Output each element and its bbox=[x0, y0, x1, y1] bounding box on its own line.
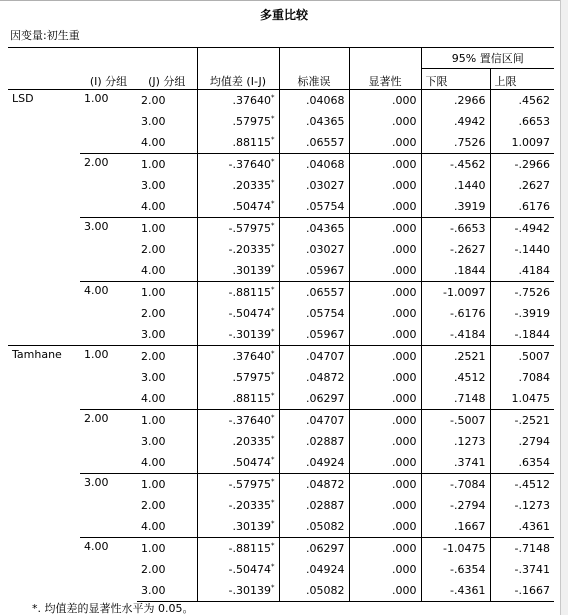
dependent-variable-label: 因变量:初生重 bbox=[10, 29, 80, 42]
significance-star: * bbox=[271, 562, 275, 571]
sig-cell: .000 bbox=[349, 346, 421, 368]
upper-header: 上限 bbox=[490, 69, 554, 90]
significance-star: * bbox=[271, 157, 275, 166]
mean-diff-cell bbox=[197, 132, 279, 154]
mean-diff-cell bbox=[197, 111, 279, 132]
j-group-label: 2.00 bbox=[141, 499, 166, 512]
ci-lower-cell: -.6176 bbox=[421, 303, 490, 324]
method-label: LSD bbox=[8, 90, 80, 346]
significance-star: * bbox=[271, 434, 275, 443]
table-title: 多重比较 bbox=[259, 8, 308, 22]
ci-lower-cell: .3919 bbox=[421, 196, 490, 218]
mean-diff-cell bbox=[197, 260, 279, 282]
std-err-cell: .04872 bbox=[279, 474, 349, 496]
mean-diff-value: -.88115 bbox=[228, 286, 271, 299]
ci-lower-cell: .3741 bbox=[421, 452, 490, 474]
significance-star: * bbox=[271, 391, 275, 400]
sig-cell: .000 bbox=[349, 196, 421, 218]
ci-lower-cell: .2521 bbox=[421, 346, 490, 368]
ci-upper-cell: 1.0475 bbox=[490, 388, 554, 410]
j-group-label: 4.00 bbox=[141, 520, 166, 533]
significance-star: * bbox=[271, 178, 275, 187]
j-group-label: 4.00 bbox=[141, 200, 166, 213]
significance-star: * bbox=[271, 114, 275, 123]
significance-star: * bbox=[271, 327, 275, 336]
significance-star: * bbox=[271, 263, 275, 272]
significance-star: * bbox=[271, 242, 275, 251]
mean-diff-value: -.30139 bbox=[228, 328, 271, 341]
mean-diff-cell bbox=[197, 303, 279, 324]
ci-lower-cell: -1.0475 bbox=[421, 538, 490, 560]
j-group-label: 2.00 bbox=[141, 307, 166, 320]
ci-lower-cell: .1440 bbox=[421, 175, 490, 196]
mean-diff-cell bbox=[197, 175, 279, 196]
sig-cell: .000 bbox=[349, 474, 421, 496]
multiple-comparisons-table bbox=[8, 47, 554, 602]
std-err-cell: .03027 bbox=[279, 175, 349, 196]
j-group-label: 3.00 bbox=[141, 328, 166, 341]
mean-diff-cell bbox=[197, 90, 279, 112]
mean-diff-value: -.50474 bbox=[228, 307, 271, 320]
header-row-1 bbox=[8, 48, 554, 69]
sig-cell: .000 bbox=[349, 559, 421, 580]
sig-cell: .000 bbox=[349, 111, 421, 132]
mean-diff-value: -.37640 bbox=[228, 158, 271, 171]
i-group-label: 1.00 bbox=[80, 346, 137, 410]
mean-diff-value: .50474 bbox=[232, 456, 271, 469]
ci-upper-cell: -.7526 bbox=[490, 282, 554, 304]
ci-lower-cell: .2966 bbox=[421, 90, 490, 112]
mean-diff-value: -.57975 bbox=[228, 478, 271, 491]
ci-lower-cell: -.2627 bbox=[421, 239, 490, 260]
j-group-header: (J) 分组 bbox=[137, 48, 197, 90]
ci-upper-cell: .5007 bbox=[490, 346, 554, 368]
mean-diff-value: .50474 bbox=[232, 200, 271, 213]
table-row bbox=[8, 154, 554, 176]
i-group-label: 3.00 bbox=[80, 474, 137, 538]
std-err-cell: .05967 bbox=[279, 260, 349, 282]
std-err-cell: .05754 bbox=[279, 196, 349, 218]
significance-star: * bbox=[271, 498, 275, 507]
j-group-label: 3.00 bbox=[141, 435, 166, 448]
sig-cell: .000 bbox=[349, 538, 421, 560]
ci-lower-cell: -.4361 bbox=[421, 580, 490, 602]
significance-star: * bbox=[271, 135, 275, 144]
i-group-label: 1.00 bbox=[80, 90, 137, 154]
ci-lower-cell: -1.0097 bbox=[421, 282, 490, 304]
std-err-cell: .04924 bbox=[279, 559, 349, 580]
std-err-cell: .04365 bbox=[279, 111, 349, 132]
j-group-label: 2.00 bbox=[137, 90, 197, 112]
ci-lower-cell: -.5007 bbox=[421, 410, 490, 432]
significance-star: * bbox=[271, 413, 275, 422]
mean-diff-value: -.50474 bbox=[228, 563, 271, 576]
sig-cell: .000 bbox=[349, 580, 421, 602]
mean-diff-value: .57975 bbox=[232, 371, 271, 384]
mean-diff-cell bbox=[197, 538, 279, 560]
j-group-label: 3.00 bbox=[141, 371, 166, 384]
j-group-label: 3.00 bbox=[137, 580, 197, 602]
mean-diff-cell bbox=[197, 431, 279, 452]
sig-cell: .000 bbox=[349, 495, 421, 516]
ci-upper-cell: 1.0097 bbox=[490, 132, 554, 154]
mean-diff-cell bbox=[197, 324, 279, 346]
i-group-label: 4.00 bbox=[80, 282, 137, 346]
ci-upper-cell: -.1273 bbox=[490, 495, 554, 516]
ci-upper-cell: -.4942 bbox=[490, 218, 554, 240]
j-group-label: 3.00 bbox=[141, 179, 166, 192]
ci-lower-cell: .7148 bbox=[421, 388, 490, 410]
significance-star: * bbox=[271, 221, 275, 230]
std-err-cell: .04068 bbox=[279, 90, 349, 112]
ci-upper-cell: .4361 bbox=[490, 516, 554, 538]
ci-upper-cell: .6653 bbox=[490, 111, 554, 132]
footnote: *. 均值差的显著性水平为 0.05。 bbox=[32, 602, 194, 615]
significance-star: * bbox=[271, 455, 275, 464]
table-row bbox=[8, 538, 554, 560]
j-group-label: 1.00 bbox=[137, 538, 197, 560]
j-group-label: 1.00 bbox=[137, 218, 197, 240]
table-row bbox=[8, 410, 554, 432]
significance-star: * bbox=[271, 285, 275, 294]
mean-diff-cell bbox=[197, 388, 279, 410]
mean-diff-header: 均值差 (I-J) bbox=[197, 48, 279, 90]
ci-lower-cell: .7526 bbox=[421, 132, 490, 154]
mean-diff-cell bbox=[197, 410, 279, 432]
std-err-cell: .06557 bbox=[279, 282, 349, 304]
ci-upper-cell: -.2521 bbox=[490, 410, 554, 432]
mean-diff-value: .20335 bbox=[232, 435, 271, 448]
mean-diff-cell bbox=[197, 474, 279, 496]
mean-diff-value: .37640 bbox=[232, 94, 271, 107]
ci-upper-cell: -.3919 bbox=[490, 303, 554, 324]
mean-diff-value: .57975 bbox=[232, 115, 271, 128]
j-group-label: 4.00 bbox=[141, 392, 166, 405]
j-group-label: 1.00 bbox=[137, 154, 197, 176]
j-group-label: 2.00 bbox=[141, 563, 166, 576]
ci-lower-cell: -.4184 bbox=[421, 324, 490, 346]
ci-lower-cell: .1667 bbox=[421, 516, 490, 538]
j-group-label: 2.00 bbox=[141, 243, 166, 256]
j-group-label: 3.00 bbox=[141, 115, 166, 128]
i-group-label: 4.00 bbox=[80, 538, 137, 602]
ci-upper-cell: -.3741 bbox=[490, 559, 554, 580]
significance-star: * bbox=[271, 306, 275, 315]
j-group-label: 1.00 bbox=[137, 474, 197, 496]
ci-lower-cell: -.6653 bbox=[421, 218, 490, 240]
std-err-cell: .06297 bbox=[279, 538, 349, 560]
mean-diff-value: -.20335 bbox=[228, 243, 271, 256]
mean-diff-cell bbox=[197, 154, 279, 176]
sig-cell: .000 bbox=[349, 239, 421, 260]
ci-upper-cell: -.1667 bbox=[490, 580, 554, 602]
j-group-label: 1.00 bbox=[137, 410, 197, 432]
ci-lower-cell: -.6354 bbox=[421, 559, 490, 580]
i-group-label: 3.00 bbox=[80, 218, 137, 282]
ci-lower-cell: -.2794 bbox=[421, 495, 490, 516]
ci-upper-cell: -.1440 bbox=[490, 239, 554, 260]
std-err-cell: .04707 bbox=[279, 346, 349, 368]
sig-cell: .000 bbox=[349, 516, 421, 538]
ci-upper-cell: .4184 bbox=[490, 260, 554, 282]
std-err-cell: .05082 bbox=[279, 516, 349, 538]
mean-diff-cell bbox=[197, 218, 279, 240]
i-group-header: (I) 分组 bbox=[80, 48, 137, 90]
mean-diff-value: .30139 bbox=[232, 520, 271, 533]
significance-star: * bbox=[271, 519, 275, 528]
mean-diff-value: .37640 bbox=[232, 350, 271, 363]
mean-diff-value: -.37640 bbox=[228, 414, 271, 427]
i-group-label: 2.00 bbox=[80, 154, 137, 218]
sig-cell: .000 bbox=[349, 218, 421, 240]
sig-cell: .000 bbox=[349, 452, 421, 474]
table-row bbox=[8, 474, 554, 496]
ci-header: 95% 置信区间 bbox=[421, 48, 554, 69]
significance-star: * bbox=[271, 541, 275, 550]
ci-upper-cell: -.7148 bbox=[490, 538, 554, 560]
sig-cell: .000 bbox=[349, 260, 421, 282]
ci-upper-cell: -.1844 bbox=[490, 324, 554, 346]
j-group-label: 4.00 bbox=[141, 264, 166, 277]
mean-diff-cell bbox=[197, 580, 279, 602]
ci-lower-cell: -.4562 bbox=[421, 154, 490, 176]
table-row bbox=[8, 90, 554, 112]
significance-star: * bbox=[271, 199, 275, 208]
j-group-label: 4.00 bbox=[141, 136, 166, 149]
ci-lower-cell: .4512 bbox=[421, 367, 490, 388]
mean-diff-cell bbox=[197, 367, 279, 388]
std-err-cell: .02887 bbox=[279, 431, 349, 452]
mean-diff-value: -.20335 bbox=[228, 499, 271, 512]
std-err-cell: .05967 bbox=[279, 324, 349, 346]
ci-upper-cell: -.2966 bbox=[490, 154, 554, 176]
std-err-cell: .04924 bbox=[279, 452, 349, 474]
mean-diff-value: .30139 bbox=[232, 264, 271, 277]
std-err-cell: .03027 bbox=[279, 239, 349, 260]
std-err-cell: .06557 bbox=[279, 132, 349, 154]
table-row bbox=[8, 282, 554, 304]
mean-diff-cell bbox=[197, 559, 279, 580]
significance-star: * bbox=[271, 93, 275, 102]
ci-lower-cell: -.7084 bbox=[421, 474, 490, 496]
ci-upper-cell: .6354 bbox=[490, 452, 554, 474]
mean-diff-value: -.57975 bbox=[228, 222, 271, 235]
method-label: Tamhane bbox=[8, 346, 80, 602]
ci-upper-cell: .2627 bbox=[490, 175, 554, 196]
significance-star: * bbox=[271, 477, 275, 486]
std-err-cell: .04365 bbox=[279, 218, 349, 240]
mean-diff-value: -.30139 bbox=[228, 584, 271, 597]
mean-diff-value: .88115 bbox=[232, 392, 271, 405]
sig-cell: .000 bbox=[349, 431, 421, 452]
ci-upper-cell: -.4512 bbox=[490, 474, 554, 496]
j-group-label: 2.00 bbox=[137, 346, 197, 368]
ci-upper-cell: .4562 bbox=[490, 90, 554, 112]
mean-diff-cell bbox=[197, 282, 279, 304]
j-group-label: 4.00 bbox=[141, 456, 166, 469]
top-border bbox=[0, 0, 568, 1]
table-row bbox=[8, 218, 554, 240]
sig-cell: .000 bbox=[349, 324, 421, 346]
significance-star: * bbox=[271, 583, 275, 592]
table-row bbox=[8, 346, 554, 368]
mean-diff-cell bbox=[197, 452, 279, 474]
sig-cell: .000 bbox=[349, 175, 421, 196]
mean-diff-cell bbox=[197, 346, 279, 368]
mean-diff-cell bbox=[197, 516, 279, 538]
std-err-header: 标准误 bbox=[279, 48, 349, 90]
std-err-cell: .04707 bbox=[279, 410, 349, 432]
std-err-cell: .04068 bbox=[279, 154, 349, 176]
sig-header: 显著性 bbox=[349, 48, 421, 90]
mean-diff-cell bbox=[197, 495, 279, 516]
std-err-cell: .05754 bbox=[279, 303, 349, 324]
mean-diff-cell bbox=[197, 196, 279, 218]
significance-star: * bbox=[271, 370, 275, 379]
j-group-label: 1.00 bbox=[137, 282, 197, 304]
mean-diff-value: .20335 bbox=[232, 179, 271, 192]
sig-cell: .000 bbox=[349, 154, 421, 176]
sig-cell: .000 bbox=[349, 282, 421, 304]
sig-cell: .000 bbox=[349, 410, 421, 432]
lower-header: 下限 bbox=[421, 69, 490, 90]
std-err-cell: .06297 bbox=[279, 388, 349, 410]
sig-cell: .000 bbox=[349, 303, 421, 324]
mean-diff-value: .88115 bbox=[232, 136, 271, 149]
ci-upper-cell: .2794 bbox=[490, 431, 554, 452]
ci-upper-cell: .7084 bbox=[490, 367, 554, 388]
ci-upper-cell: .6176 bbox=[490, 196, 554, 218]
mean-diff-cell bbox=[197, 239, 279, 260]
significance-star: * bbox=[271, 349, 275, 358]
method-header bbox=[8, 48, 80, 90]
sig-cell: .000 bbox=[349, 90, 421, 112]
ci-lower-cell: .4942 bbox=[421, 111, 490, 132]
std-err-cell: .05082 bbox=[279, 580, 349, 602]
sig-cell: .000 bbox=[349, 132, 421, 154]
ci-lower-cell: .1273 bbox=[421, 431, 490, 452]
sig-cell: .000 bbox=[349, 367, 421, 388]
std-err-cell: .04872 bbox=[279, 367, 349, 388]
vertical-scrollbar[interactable] bbox=[560, 0, 568, 615]
std-err-cell: .02887 bbox=[279, 495, 349, 516]
mean-diff-value: -.88115 bbox=[228, 542, 271, 555]
sig-cell: .000 bbox=[349, 388, 421, 410]
i-group-label: 2.00 bbox=[80, 410, 137, 474]
ci-lower-cell: .1844 bbox=[421, 260, 490, 282]
